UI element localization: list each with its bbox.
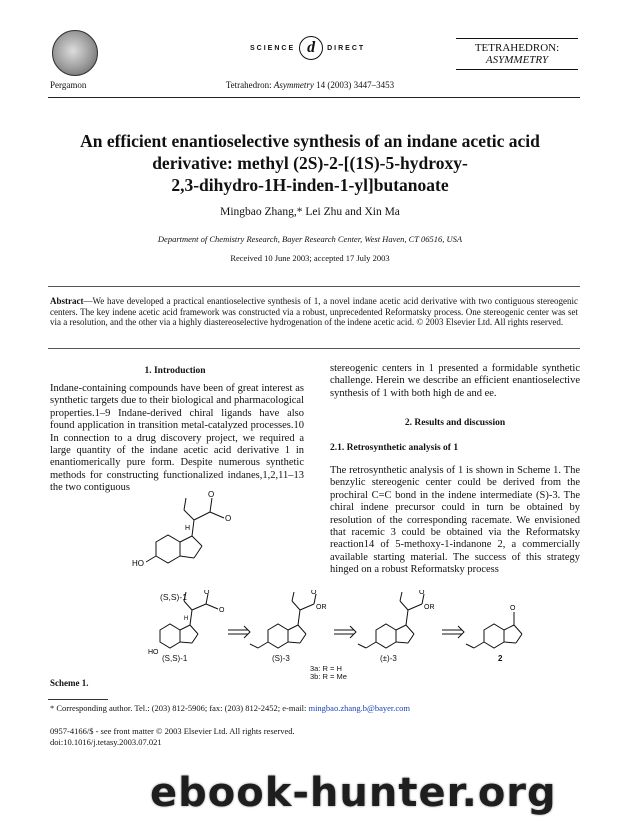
journal-volume: 14 (2003) 3447–3453 <box>313 80 395 90</box>
scheme-atom-or-1: OR <box>316 604 327 611</box>
scheme-atom-o-2: O <box>219 607 225 614</box>
journal-citation <box>0 80 620 90</box>
scheme-caption: Scheme 1. <box>50 678 89 688</box>
issn-line: 0957-4166/$ - see front matter © 2003 Elsevier Ltd. All rights reserved. <box>50 726 295 736</box>
scheme-atom-or-2: OR <box>424 604 435 611</box>
header-divider <box>48 97 580 98</box>
authors: Mingbao Zhang,* Lei Zhu and Xin Ma <box>220 206 400 218</box>
journal-box-line2: ASYMMETRY <box>485 54 549 66</box>
abstract-text: —We have developed a practical enantioselective synthesis of 1, a novel indane acetic acid derivative with two contiguous stereogenic centers. The key indene acetic acid framework was constructed via a robust, unprecedented Reformatsky process. One stereogenic center was set via a resolution, and the other via a highly diastereoselective hydrogenation of the indene acetic acid. © 2003 Elsevier Ltd. All rights reserved. <box>50 296 578 328</box>
journal-box-line1: TETRAHEDRON: <box>474 42 560 54</box>
sciencedirect-logo <box>250 36 365 60</box>
article-title <box>60 130 560 196</box>
abstract-label: Abstract <box>50 296 84 306</box>
scheme-1-retrosynthesis <box>148 590 588 660</box>
footnote-rule <box>48 699 108 700</box>
publisher-logo-icon <box>52 30 98 76</box>
corresponding-author-footnote <box>50 703 410 713</box>
subsection-heading: 2.1. Retrosynthetic analysis of 1 <box>330 443 459 453</box>
author-email-link[interactable]: mingbao.zhang.b@bayer.com <box>308 703 410 713</box>
introduction-paragraph: Indane-containing compounds have been of great interest as synthetic targets due to their biological and pharmacological properties.1–9 Indane-derived chiral ligands have also found application in transition metal-catalyzed processes.10 In connection to a drug discovery project, we required a large quantity of the indane acetic acid derivative 1 in enantiomerically pure form. Despite numerous synthetic methods for constructing functionalized indanes,1,2,11–13 the two contiguous <box>50 383 304 494</box>
abstract-top-rule <box>48 286 580 287</box>
scheme-atom-h: H <box>184 616 189 622</box>
scheme-note-3a: 3a: R = H <box>310 664 342 673</box>
abstract-bottom-rule <box>48 348 580 349</box>
received-dates: Received 10 June 2003; accepted 17 July 2003 <box>230 253 390 263</box>
structure-ss-1 <box>130 490 250 580</box>
scheme-label-rac-3: (±)-3 <box>380 654 397 663</box>
journal-prefix: Tetrahedron: <box>225 80 274 90</box>
watermark: ebook-hunter.org <box>150 770 557 816</box>
scheme-label-ss-1: (S,S)-1 <box>162 654 188 663</box>
scheme-atom-o-4: O <box>419 590 425 596</box>
structure-label-ss-1: (S,S)-1 <box>160 592 187 602</box>
scheme-note-3b: 3b: R = Me <box>310 672 347 681</box>
affiliation: Department of Chemistry Research, Bayer Research Center, West Haven, CT 06516, USA <box>157 234 463 244</box>
title-line-1: An efficient enantioselective synthesis of an indane acetic acid <box>80 131 540 151</box>
sd-logo-mark: d <box>299 36 323 60</box>
scheme-atom-o-3: O <box>311 590 317 596</box>
doi-line: doi:10.1016/j.tetasy.2003.07.021 <box>50 737 162 747</box>
atom-o-ester: O <box>225 514 232 523</box>
publisher-name: Pergamon <box>50 80 87 90</box>
section-heading-introduction: 1. Introduction <box>144 366 206 376</box>
copyright-block <box>50 726 295 748</box>
title-line-2: derivative: methyl (2S)-2-[(1S)-5-hydroxy- <box>152 153 468 173</box>
intro-continuation: stereogenic centers in 1 presented a formidable synthetic challenge. Herein we describe an efficient enantioselective synthesis of 1 with both high de and ee. <box>330 363 580 399</box>
scheme-label-2: 2 <box>498 654 503 663</box>
title-line-3: 2,3-dihydro-1H-inden-1-yl]butanoate <box>171 175 449 195</box>
scheme-atom-o-5: O <box>510 605 516 612</box>
results-paragraph: The retrosynthetic analysis of 1 is shown in Scheme 1. The benzylic stereogenic center could be derived from the prochiral C=C bond in the indene intermediate (S)-3. The chiral indene precursor could in turn be obtained by resolution of the corresponding racemate. We envisioned that racemic 3 could be obtained via the Reformatsky reaction14 of 5-methoxy-1-indanone 2, a commercially available starting material. The success of this strategy hinged on a robust Reformatsky process <box>330 465 580 576</box>
section-heading-results: 2. Results and discussion <box>404 418 506 428</box>
scheme-atom-o-1: O <box>204 590 210 596</box>
atom-h: H <box>185 525 191 532</box>
scheme-atom-ho: HO <box>148 649 159 656</box>
journal-name: Asymmetry <box>273 80 314 90</box>
journal-title-box <box>456 38 578 70</box>
atom-o: O <box>208 490 215 499</box>
abstract <box>50 296 578 328</box>
sd-logo-right: DIRECT <box>327 44 366 52</box>
footnote-text: * Corresponding author. Tel.: (203) 812-5906; fax: (203) 812-2452; e-mail: <box>50 703 309 713</box>
scheme-label-s-3: (S)-3 <box>272 654 290 663</box>
sd-logo-left: SCIENCE <box>250 44 296 52</box>
atom-ho: HO <box>132 559 144 568</box>
